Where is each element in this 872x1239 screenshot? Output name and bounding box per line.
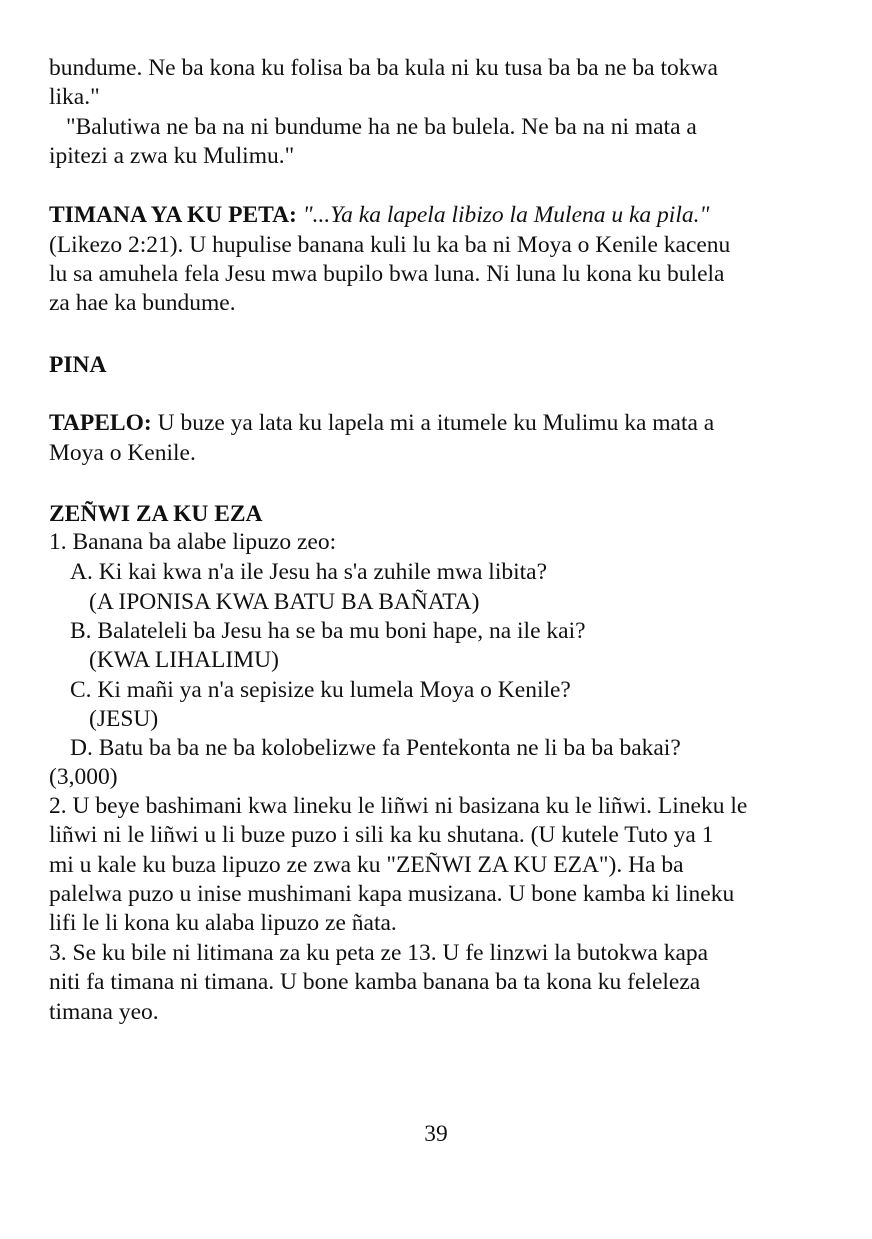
- memory-verse-line-4: za hae ka bundume.: [49, 290, 236, 316]
- zenwi-item-2-line-1: 2. U beye bashimani kwa lineku le liñwi ni basizana ku le liñwi. Lineku le: [49, 793, 748, 819]
- tapelo-line-2: Moya o Kenile.: [49, 440, 196, 466]
- tapelo-line-1: [49, 409, 714, 438]
- paragraph-2-line-1: "Balutiwa ne ba na ni bundume ha ne ba bulela. Ne ba na ni mata a: [66, 114, 697, 140]
- tapelo-text: U buze ya lata ku lapela mi a itumele ku Mulimu ka mata a: [157, 410, 715, 436]
- question-a: A. Ki kai kwa n'a ile Jesu ha s'a zuhile mwa libita?: [70, 559, 548, 585]
- tapelo-label: TAPELO:: [49, 410, 152, 436]
- memory-verse-line-3: lu sa amuhela fela Jesu mwa bupilo bwa luna. Ni luna lu kona ku bulela: [49, 261, 725, 287]
- answer-d: (3,000): [49, 764, 118, 790]
- zenwi-item-1: 1. Banana ba alabe lipuzo zeo:: [49, 529, 337, 555]
- page-number: 39: [424, 1121, 448, 1147]
- zenwi-item-3-line-2: niti fa timana ni timana. U bone kamba banana ba ta kona ku feleleza: [49, 969, 701, 995]
- question-b: B. Balateleli ba Jesu ha se ba mu boni hape, na ile kai?: [70, 618, 586, 644]
- zenwi-item-2-line-5: lifi le li kona ku alaba lipuzo ze ñata.: [49, 910, 397, 936]
- memory-verse-line-2: (Likezo 2:21). U hupulise banana kuli lu ka ba ni Moya o Kenile kacenu: [49, 232, 731, 258]
- zenwi-item-2-line-4: palelwa puzo u inise mushimani kapa musizana. U bone kamba ki lineku: [49, 881, 735, 907]
- pina-heading: PINA: [49, 352, 107, 378]
- memory-verse-line-1: [49, 201, 709, 230]
- zenwi-heading: ZEÑWI ZA KU EZA: [49, 501, 263, 527]
- answer-b: (KWA LIHALIMU): [89, 647, 279, 673]
- zenwi-item-3-line-1: 3. Se ku bile ni litimana za ku peta ze 13. U fe linzwi la butokwa kapa: [49, 940, 709, 966]
- paragraph-1-line-2: lika.": [49, 84, 100, 110]
- paragraph-1-line-1: bundume. Ne ba kona ku folisa ba ba kula ni ku tusa ba ba ne ba tokwa: [49, 55, 718, 81]
- answer-a: (A IPONISA KWA BATU BA BAÑATA): [89, 589, 480, 615]
- question-c: C. Ki mañi ya n'a sepisize ku lumela Moya o Kenile?: [70, 677, 571, 703]
- paragraph-2-line-2: ipitezi a zwa ku Mulimu.": [49, 143, 295, 169]
- memory-verse-quote: "...Ya ka lapela libizo la Mulena u ka pila.": [302, 202, 710, 228]
- zenwi-item-3-line-3: timana yeo.: [49, 999, 159, 1025]
- zenwi-item-2-line-2: liñwi ni le liñwi u li buze puzo i sili ka ku shutana. (U kutele Tuto ya 1: [49, 822, 714, 848]
- question-d: D. Batu ba ba ne ba kolobelizwe fa Pentekonta ne li ba ba bakai?: [70, 735, 681, 761]
- answer-c: (JESU): [89, 706, 159, 732]
- zenwi-item-2-line-3: mi u kale ku buza lipuzo ze zwa ku "ZEÑWI ZA KU EZA"). Ha ba: [49, 852, 684, 878]
- memory-verse-label: TIMANA YA KU PETA:: [49, 202, 297, 228]
